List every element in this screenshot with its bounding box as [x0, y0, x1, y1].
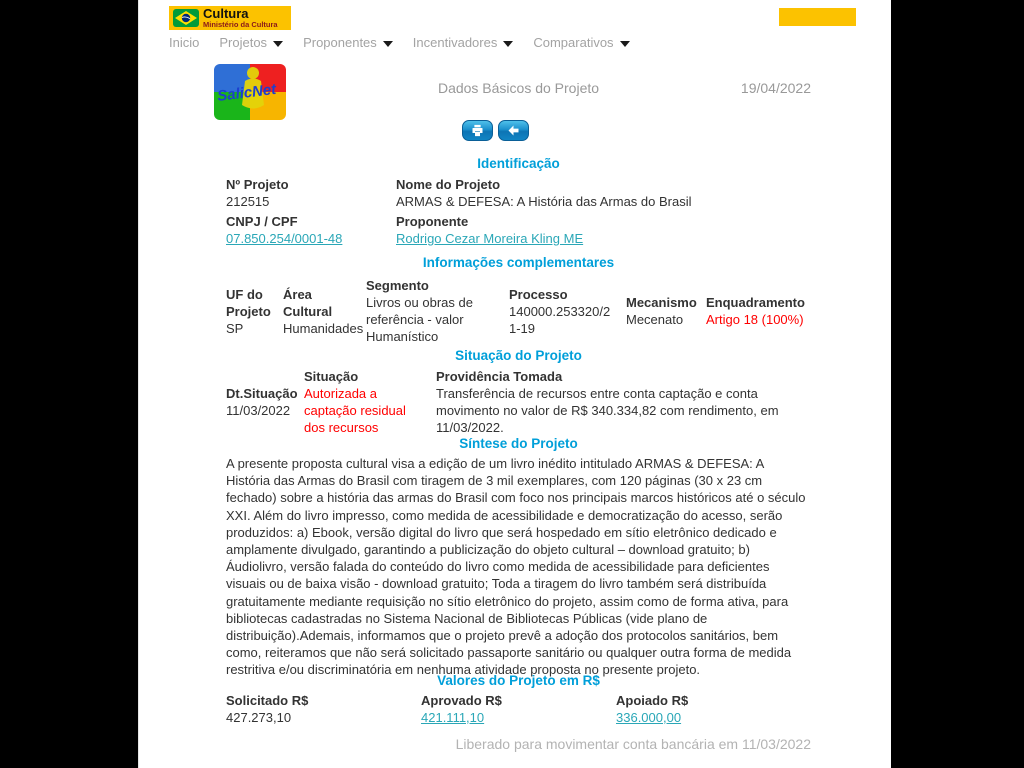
field-apoiado [616, 692, 811, 726]
field-label: Enquadramento [706, 295, 805, 310]
back-button[interactable] [498, 120, 529, 141]
nav-label: Proponentes [303, 35, 377, 50]
field-value: Livros ou obras de referência - valor Humanístico [366, 295, 473, 344]
field-situacao [304, 368, 436, 436]
field-label: Nome do Projeto [396, 177, 501, 192]
cnpj-link[interactable]: 07.850.254/0001-48 [226, 231, 343, 246]
field-processo [509, 286, 626, 337]
cultura-subtitle: Ministério da Cultura [203, 19, 278, 29]
identificacao-row-1 [226, 176, 811, 210]
field-label: Aprovado R$ [421, 693, 502, 708]
field-label: Proponente [396, 214, 469, 229]
printer-icon [470, 123, 485, 138]
field-label: Apoiado R$ [616, 693, 689, 708]
field-cnpj-cpf [226, 213, 396, 247]
field-mecanismo [626, 294, 706, 328]
field-label: Dt.Situação [226, 386, 298, 401]
sintese-texto: A presente proposta cultural visa a edição de um livro inédito intitulado ARMAS & DEFESA: A História das Armas do Brasil com tiragem de 3 mil exemplares, com 120 páginas (30 x 23 cm fechado) sobre a história das armas do Brasil com foco nos principais marcos históricos até o século XXI. Além do livro impresso, como medida de acessibilidade e democratização do acesso, serão produzidos: a) Ebook, versão digital do livro que será hospedado em sítio eletrônico dedicado e amplamente divulgado, garantindo a publicização do objeto cultural – download gratuito; b) Áudiolivro, versão falada do conteúdo do livro como medida de acessibilidade para deficientes visuais ou de baixa visão - download gratuito; Toda a tiragem do livro também será distribuída gratuitamente mediante requisição no sítio eletrônico do projeto, assim como de forma ativa, para bibliotecas cadastradas no Sistema Nacional de Bibliotecas Públicas (vide plano de distribuição).Ademais, informamos que o projeto prevê a adoção dos protocolos sanitários, bem como, reiteramos que não será solicitado passaporte sanitário ou qualquer outra forma de medida restritiva e/ou discriminatória em nenhuma atividade proposta no presente projeto. [226, 456, 806, 678]
valores-row [226, 692, 811, 726]
field-proponente [396, 213, 811, 247]
print-button[interactable] [462, 120, 493, 141]
field-value: Autorizada a captação residual dos recursos [304, 386, 406, 435]
field-label: Processo [509, 286, 568, 302]
nav-item-comparativos[interactable] [533, 35, 629, 50]
field-label: Segmento [366, 278, 429, 293]
field-value: 427.273,10 [226, 710, 292, 725]
field-label: CNPJ / CPF [226, 214, 298, 229]
field-label: Nº Projeto [226, 177, 289, 192]
nav-item-proponentes[interactable] [303, 35, 393, 50]
field-enquadramento [706, 294, 822, 328]
status-text: Liberado para movimentar conta bancária em 11/03/2022 [455, 736, 811, 752]
main-nav [169, 35, 630, 50]
salicnet-logo-text: SalicNet [216, 80, 278, 105]
toolbar-buttons [203, 120, 788, 141]
field-label: Área Cultural [283, 286, 333, 319]
field-aprovado [421, 692, 616, 726]
field-value: 212515 [226, 194, 270, 209]
field-value: Mecenato [626, 312, 684, 327]
complementares-row [226, 272, 822, 350]
field-value: SP [226, 320, 244, 336]
section-title-sintese: Síntese do Projeto [459, 436, 578, 451]
field-uf-projeto [226, 286, 283, 337]
field-segmento [366, 277, 509, 345]
field-solicitado [226, 692, 421, 726]
chevron-down-icon [620, 41, 630, 47]
page-title: Dados Básicos do Projeto [437, 80, 600, 96]
field-value: 11/03/2022 [226, 403, 291, 418]
page-date: 19/04/2022 [740, 80, 811, 96]
section-title-valores: Valores do Projeto em R$ [437, 673, 600, 688]
apoiado-link[interactable]: 336.000,00 [616, 710, 682, 725]
identificacao-row-2 [226, 213, 811, 247]
proponente-link[interactable]: Rodrigo Cezar Moreira Kling ME [396, 231, 584, 246]
field-value: Humanidades [283, 320, 364, 336]
top-right-banner [779, 8, 856, 26]
page [138, 0, 891, 768]
nav-item-incentivadores[interactable] [413, 35, 514, 50]
nav-label: Incentivadores [412, 35, 498, 50]
nav-label: Projetos [219, 35, 268, 50]
field-dt-situacao [226, 385, 304, 419]
nav-label: Inicio [169, 35, 200, 50]
nav-item-inicio[interactable] [169, 35, 199, 50]
title-row [226, 80, 811, 98]
field-numero-projeto [226, 176, 396, 210]
field-providencia [436, 368, 811, 436]
cultura-title: Cultura [203, 5, 249, 21]
chevron-down-icon [273, 41, 283, 47]
field-area-cultural [283, 286, 366, 337]
nav-item-projetos[interactable] [219, 35, 283, 50]
cultura-logo-text [203, 5, 278, 29]
chevron-down-icon [503, 41, 513, 47]
section-title-identificacao: Identificação [477, 156, 560, 171]
nav-label: Comparativos [533, 35, 614, 50]
field-label: Solicitado R$ [226, 693, 309, 708]
field-label: Mecanismo [626, 295, 697, 310]
situacao-row [226, 366, 811, 438]
section-title-situacao: Situação do Projeto [455, 348, 582, 363]
field-value: ARMAS & DEFESA: A História das Armas do Brasil [396, 194, 692, 209]
chevron-down-icon [383, 41, 393, 47]
back-arrow-icon [506, 123, 521, 138]
field-label: Providência Tomada [436, 369, 563, 384]
field-value: Artigo 18 (100%) [706, 312, 804, 327]
cultura-logo [169, 6, 291, 30]
brazil-flag-icon [173, 9, 199, 27]
aprovado-link[interactable]: 421.111,10 [421, 710, 485, 725]
field-label: Situação [304, 369, 359, 384]
field-nome-projeto [396, 176, 811, 210]
field-label: UF do Projeto [226, 286, 271, 319]
section-title-complementares: Informações complementares [422, 255, 615, 270]
field-value: 140000.253320/21-19 [509, 303, 611, 336]
field-value: Transferência de recursos entre conta captação e conta movimento no valor de R$ 340.334,82 com rendimento, em 11/03/2022. [436, 386, 779, 435]
